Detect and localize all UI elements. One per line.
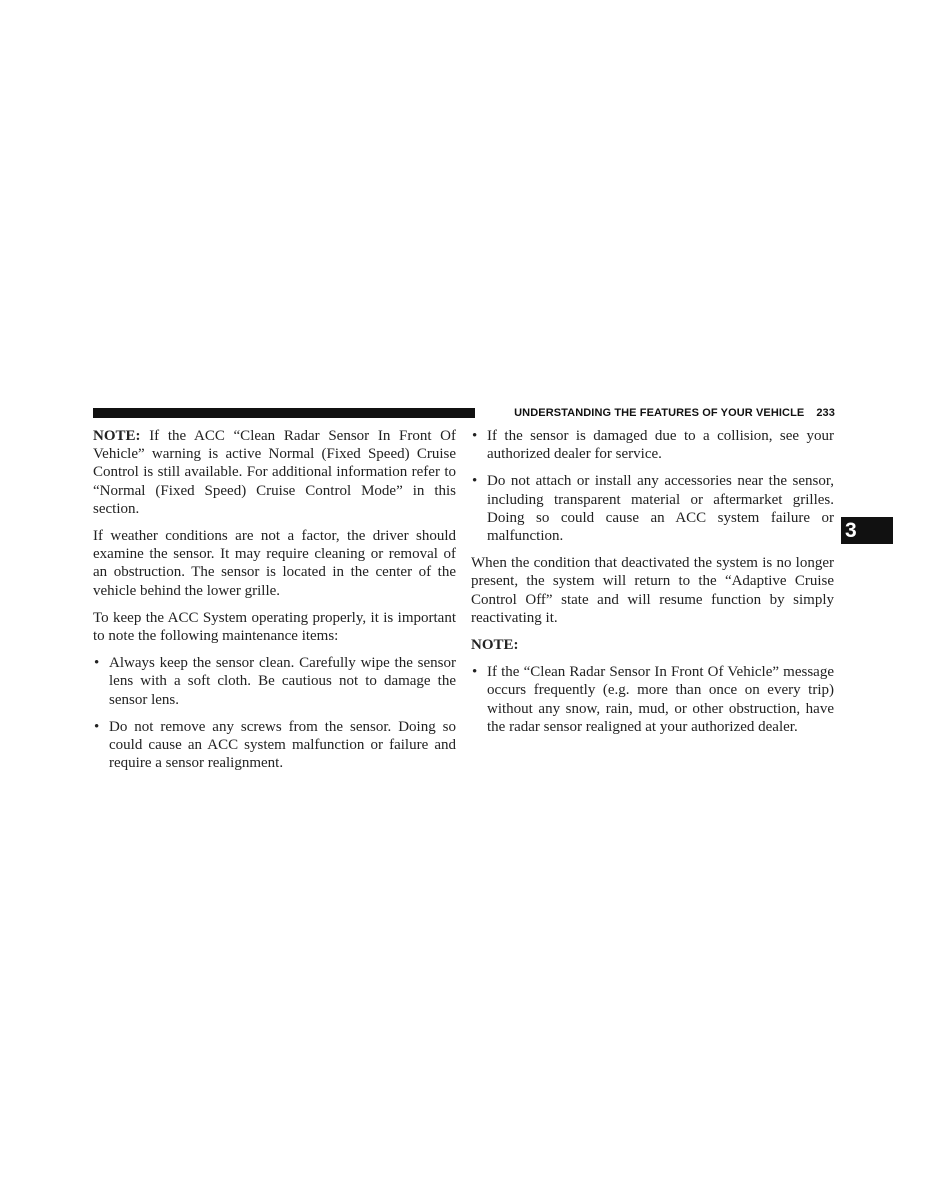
list-item — [471, 472, 834, 545]
list-item — [93, 718, 456, 773]
note-label: NOTE: — [93, 428, 141, 444]
section-title: UNDERSTANDING THE FEATURES OF YOUR VEHICLE — [514, 407, 805, 419]
list-item-text: Do not attach or install any accessories near the sensor, including transparent material or aftermarket grilles. Doing so could cause an ACC system failure or malfunction. — [487, 473, 834, 545]
header-rule — [93, 408, 475, 418]
paragraph: When the condition that deactivated the system is no longer present, the system will return to the “Adaptive Cruise Control Off” state and will resume function by simply reactivating it. — [471, 555, 834, 626]
bullet-icon: • — [472, 473, 478, 490]
note-text: If the ACC “Clean Radar Sensor In Front Of Vehicle” warning is active Normal (Fixed Speed) Cruise Control is still available. For additional information refer to “Normal (Fixed Speed) Cruise Control Mode” in this section. — [93, 428, 456, 517]
list-item-text: Do not remove any screws from the sensor. Doing so could cause an ACC system malfunction or failure and require a sensor realignment. — [109, 718, 456, 772]
list-item — [93, 654, 456, 709]
bullet-list — [471, 663, 834, 736]
bullet-icon: • — [94, 655, 100, 672]
chapter-tab — [841, 517, 893, 544]
note-heading — [471, 636, 834, 654]
paragraph: If weather conditions are not a factor, the driver should examine the sensor. It may require cleaning or removal of an obstruction. The sensor is located in the center of the vehicle behind the lower grille. — [93, 528, 456, 599]
list-item-text: If the “Clean Radar Sensor In Front Of Vehicle” message occurs frequently (e.g. more than once on every trip) without any snow, rain, mud, or other obstruction, have the radar sensor realigned at your authorized dealer. — [487, 664, 834, 735]
bullet-icon: • — [472, 664, 478, 681]
note-label: NOTE: — [471, 637, 519, 654]
page-number: 233 — [816, 407, 835, 419]
running-header — [484, 405, 835, 421]
bullet-list — [93, 654, 456, 772]
chapter-number: 3 — [845, 518, 857, 542]
left-column — [93, 427, 456, 781]
list-item — [471, 663, 834, 736]
right-column — [471, 427, 834, 745]
bullet-icon: • — [94, 718, 100, 735]
bullet-list — [471, 427, 834, 545]
list-item — [471, 427, 834, 463]
list-item-text: Always keep the sensor clean. Carefully wipe the sensor lens with a soft cloth. Be cautious not to damage the sensor lens. — [109, 655, 456, 708]
bullet-icon: • — [472, 428, 478, 444]
list-item-text: If the sensor is damaged due to a collision, see your authorized dealer for service. — [487, 428, 834, 463]
note-paragraph — [93, 427, 456, 518]
paragraph: To keep the ACC System operating properly, it is important to note the following maintenance items: — [93, 609, 456, 645]
